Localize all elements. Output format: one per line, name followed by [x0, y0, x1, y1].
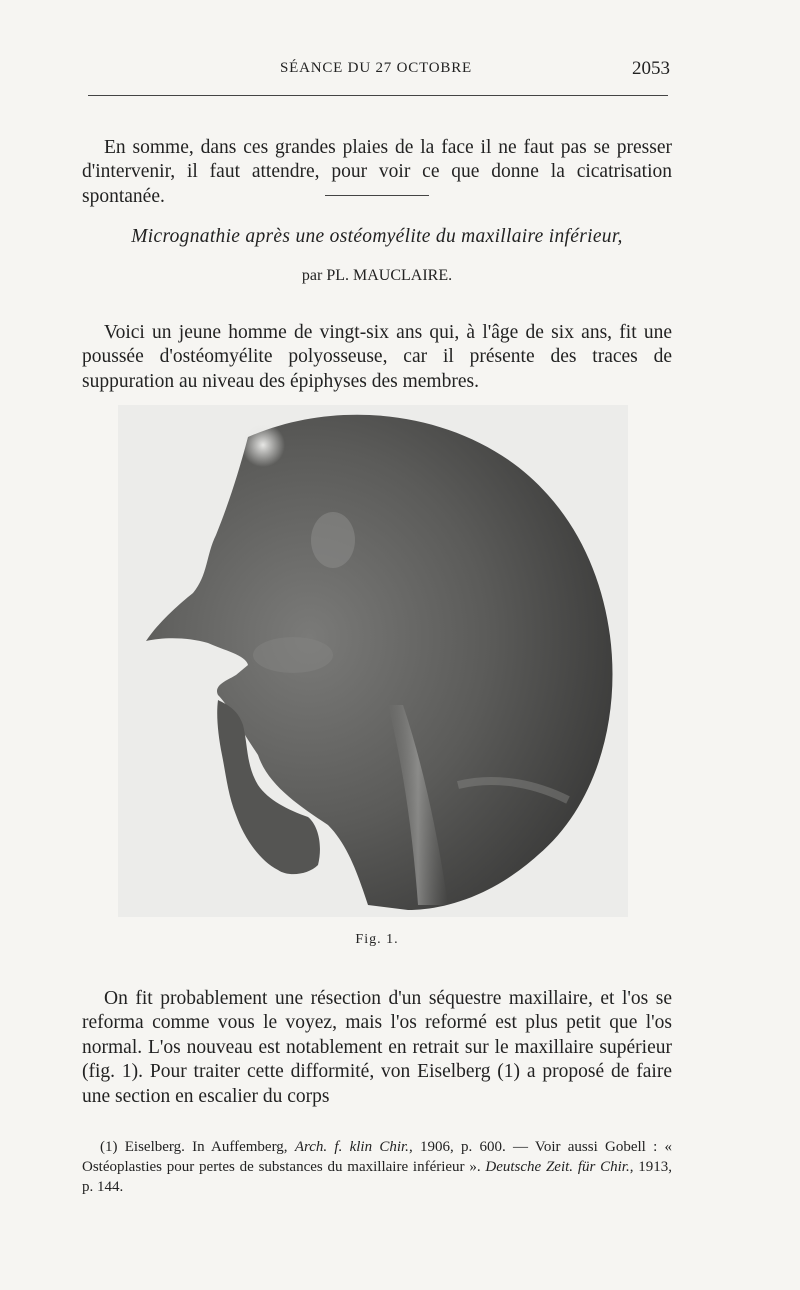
article-title: Micrognathie après une ostéomyélite du maxillaire inférieur,: [131, 226, 623, 247]
page-number: 2053: [632, 58, 670, 79]
footnote-journal-1: Arch. f. klin Chir.: [294, 1139, 409, 1155]
running-head: [82, 58, 670, 82]
header-rule: [88, 95, 668, 96]
article-byline: par PL. MAUCLAIRE.: [301, 267, 453, 284]
paragraph-3: On fit probablement une résection d'un séquestre maxillaire, et l'os se reforma comme vous le voyez, mais l'os reformé est plus petit que l'os normal. L'os nouveau est notablement en retrait sur le maxillaire supérieur (fig. 1). Pour traiter cette difformité, von Eiselberg (1) a proposé de faire une section en escalier du corps: [82, 987, 672, 1107]
footnote-text-3: , 1913, p. 144.: [82, 1159, 673, 1195]
figure-caption: Fig. 1.: [355, 932, 399, 947]
radiograph-figure: [118, 405, 628, 917]
paragraph-2: Voici un jeune homme de vingt-six ans qui, à l'âge de six ans, fit une poussée d'ostéomyélite polyosseuse, car il présente des traces de suppuration au niveau des épiphyses des membres.: [82, 321, 672, 392]
radiograph-image: [118, 405, 628, 917]
footnote-journal-2: Deutsche Zeit. für Chir.: [485, 1159, 630, 1175]
section-divider: [325, 195, 429, 196]
paragraph-1: En somme, dans ces grandes plaies de la face il ne faut pas se presser d'intervenir, il faut attendre, pour voir ce que donne la cicatrisation spontanée.: [82, 136, 672, 207]
running-title: SÉANCE DU 27 OCTOBRE: [280, 60, 472, 76]
footnote: [82, 1137, 672, 1197]
footnote-text-2: , 1906, p. 600. — Voir aussi Gobell : « Ostéoplasties pour pertes de substances du maxillaire inférieur ».: [82, 1139, 672, 1175]
footnote-text-1: (1) Eiselberg. In Auffemberg,: [100, 1139, 295, 1155]
